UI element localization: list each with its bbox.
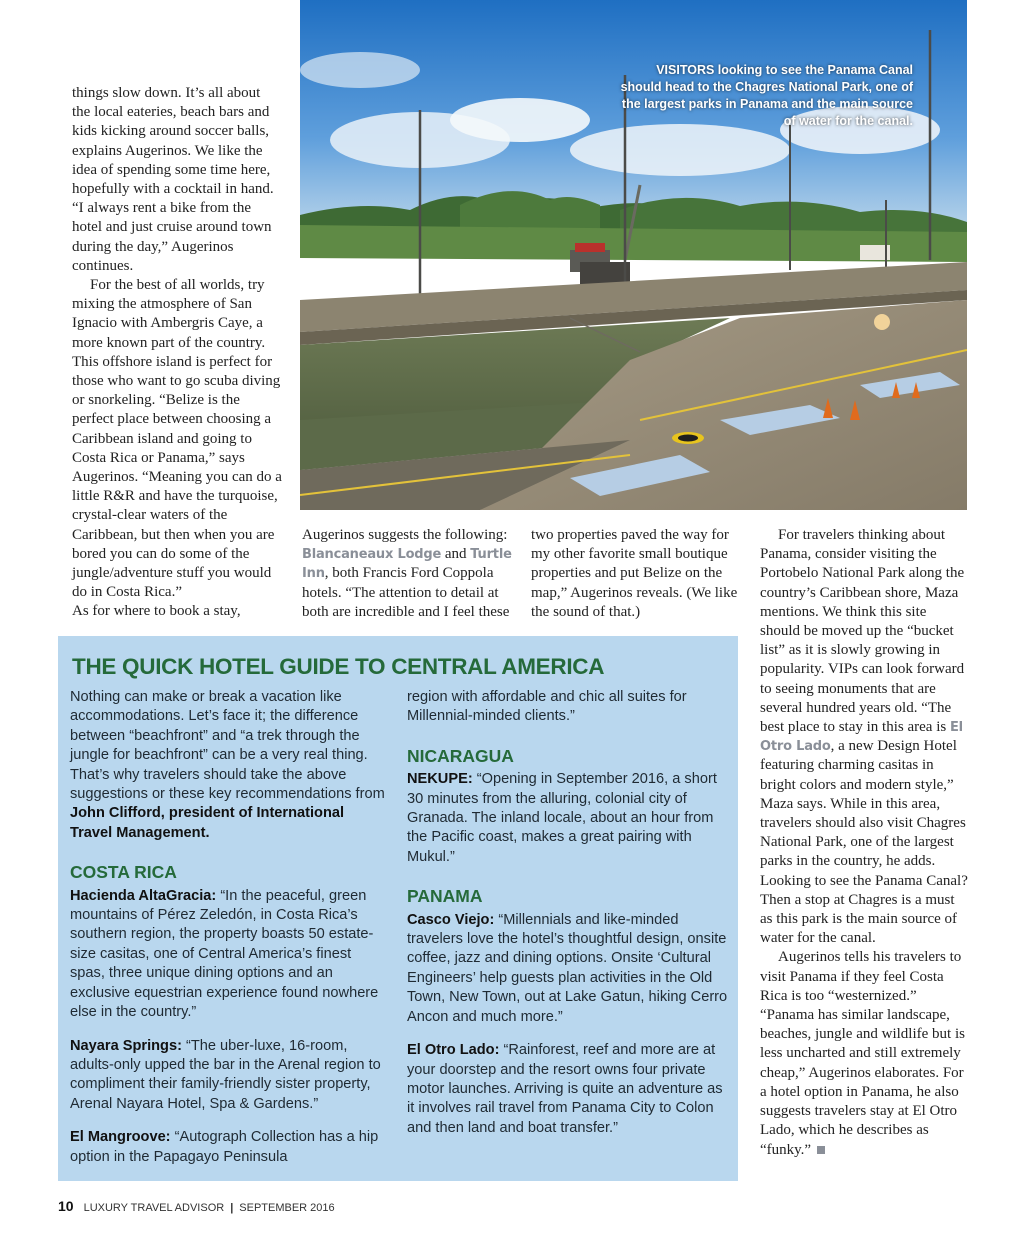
hotel-name-highlight: El Otro Lado xyxy=(760,720,963,755)
intro-text: Nothing can make or break a vacation like accommodations. Let’s face it; the difference between “beachfront” and “a trek through the jungle for beachfront” can be a very real thing. That’s why travelers should take the above suggestions or these key recommendations from xyxy=(70,689,385,803)
hotel-description: “Autograph Collection has a hip option in the Papagayo Peninsula xyxy=(70,1129,379,1165)
body-paragraph xyxy=(760,526,970,948)
hotel-description: “Opening in September 2016, a short 30 minutes from the alluring, colonial city of Granada. The inland locale, about an hour from the Pacific coast, makes a great pairing with Mukul.” xyxy=(407,771,717,865)
mid-column-1 xyxy=(302,526,514,622)
region-heading-nicaragua: NICARAGUA xyxy=(407,745,514,766)
body-paragraph: As for where to book a stay, xyxy=(72,603,241,620)
hotel-entry xyxy=(407,1041,729,1138)
sidebar-title: THE QUICK HOTEL GUIDE TO CENTRAL AMERICA xyxy=(72,654,605,679)
body-paragraph: things slow down. It’s all about the local eateries, beach bars and kids kicking around soccer balls, explains Augerinos. We like the idea of spending some time here, hopefully with a cocktail in hand. “I always rent a bike from the hotel and just cruise around town during the day,” Augerinos continues. xyxy=(72,85,274,274)
body-text: For travelers thinking about Panama, consider visiting the Portobelo National Park along the country’s Caribbean shore, Maza mentions. We think this site should be moved up the “bucket list” as it is slowly growing in popularity. VIPs can look forward to seeing monuments that are several hundred years old. “The best place to stay in this area is xyxy=(760,527,965,736)
hotel-description: “Millennials and like-minded travelers love the hotel’s thoughtful design, onsite coffee, jazz and dining options. Onsite ‘Cultural Engineers’ help guests plan activities in the Old Town, New Town, out at Lake Gatun, hiking Cerro Ancon and much more.” xyxy=(407,911,728,1025)
body-paragraph xyxy=(302,526,514,622)
photo-caption: VISITORS looking to see the Panama Canal should head to the Chagres National Park, one of the largest parks in Panama and the main source of water for the canal. xyxy=(620,63,913,128)
left-column xyxy=(72,84,282,622)
page-number: 10 xyxy=(58,1198,74,1214)
intro-bold-text: John Clifford, president of International Travel Management. xyxy=(70,805,345,841)
hotel-name: Hacienda AltaGracia: xyxy=(70,887,217,904)
body-text: , both Francis Ford Coppola hotels. “The attention to detail at both are incredible and I feel these xyxy=(302,565,510,620)
page-footer xyxy=(58,1198,335,1214)
body-text: Augerinos tells his travelers to visit Panama if they feel Costa Rica is too “westernized.” “Panama has similar landscape, beaches, jungle and wildlife but is less uncharted and still extremely cheap,” Augerinos elaborates. For a hotel option in Panama, he also suggests travelers stay at El Otro Lado, which he describes as “funky.” xyxy=(760,949,965,1158)
region-heading-costa-rica: COSTA RICA xyxy=(70,862,177,883)
hotel-entry xyxy=(407,911,729,1027)
sidebar-column-2 xyxy=(407,688,729,1152)
hotel-description: “The uber-luxe, 16-room, adults-only upped the bar in the Arenal region to compliment their family-friendly sister property, Arenal Nayara Hotel, Spa & Gardens.” xyxy=(70,1037,381,1112)
body-text: and xyxy=(441,546,471,563)
hotel-name-highlight: Blancaneaux Lodge xyxy=(302,547,442,563)
hotel-entry xyxy=(70,887,390,1023)
body-paragraph xyxy=(760,948,970,1159)
hotel-description: “In the peaceful, green mountains of Pérez Zeledón, in Costa Rica’s southern region, the property boasts 50 estate-size casitas, one of Central America’s finest spas, three unique dining options and an exclusive equestrian experience found nowhere else in the country.” xyxy=(70,887,379,1021)
issue-date: SEPTEMBER 2016 xyxy=(239,1202,335,1214)
hotel-name: Casco Viejo: xyxy=(407,911,495,928)
publication-name: LUXURY TRAVEL ADVISOR xyxy=(83,1202,225,1214)
body-paragraph: two properties paved the way for my other favorite small boutique properties and put Belize on the map,” Augerinos reveals. (We like the sound of that.) xyxy=(531,527,738,620)
body-text: Augerinos suggests the following: xyxy=(302,527,508,543)
sidebar-intro xyxy=(70,688,390,843)
mid-column-2 xyxy=(531,526,743,622)
hotel-entry xyxy=(70,1128,390,1167)
sidebar-column-1 xyxy=(70,688,390,1181)
region-heading-panama: PANAMA xyxy=(407,886,483,907)
body-paragraph: For the best of all worlds, try mixing the atmosphere of San Ignacio with Ambergris Caye, a more known part of the country. This offshore island is perfect for those who want to go scuba diving or snorkeling. “Belize is the perfect place between choosing a Caribbean island and going to Costa Rica or Panama,” says Augerinos. “Meaning you can do a little R&R and have the turquoise, crystal-clear waters of the Caribbean, but then when you are bored you can do some of the jungle/adventure stuff you would do in Costa Rica.” xyxy=(72,277,282,601)
body-text: , a new Design Hotel featuring charming casitas in bright colors and modern style,” Maza says. While in this area, travelers should also visit Chagres National Park, one of the largest parks in the country, he adds. Looking to see the Panama Canal? Then a stop at Chagres is a must as this park is the main source of water for the canal. xyxy=(760,738,968,947)
end-of-article-icon xyxy=(817,1146,825,1154)
right-column xyxy=(760,526,970,1160)
hotel-name: NEKUPE: xyxy=(407,771,473,788)
hotel-entry-continuation: region with affordable and chic all suites for Millennial-minded clients.” xyxy=(407,689,687,725)
footer-separator: | xyxy=(230,1202,234,1214)
hotel-name: El Mangroove: xyxy=(70,1129,171,1146)
hotel-name: El Otro Lado: xyxy=(407,1042,500,1059)
hotel-description: “Rainforest, reef and more are at your doorstep and the resort owns four private motor launches. Arriving is quite an adventure as it involves rail travel from Panama City to Colon and then land and boat transfer.” xyxy=(407,1042,723,1136)
panama-canal-photo xyxy=(300,0,967,510)
hotel-entry xyxy=(407,770,729,867)
hotel-name-highlight: Turtle Inn xyxy=(302,547,512,582)
hotel-guide-sidebar xyxy=(58,636,738,1181)
hotel-name: Nayara Springs: xyxy=(70,1037,182,1054)
hotel-entry xyxy=(70,1037,390,1115)
